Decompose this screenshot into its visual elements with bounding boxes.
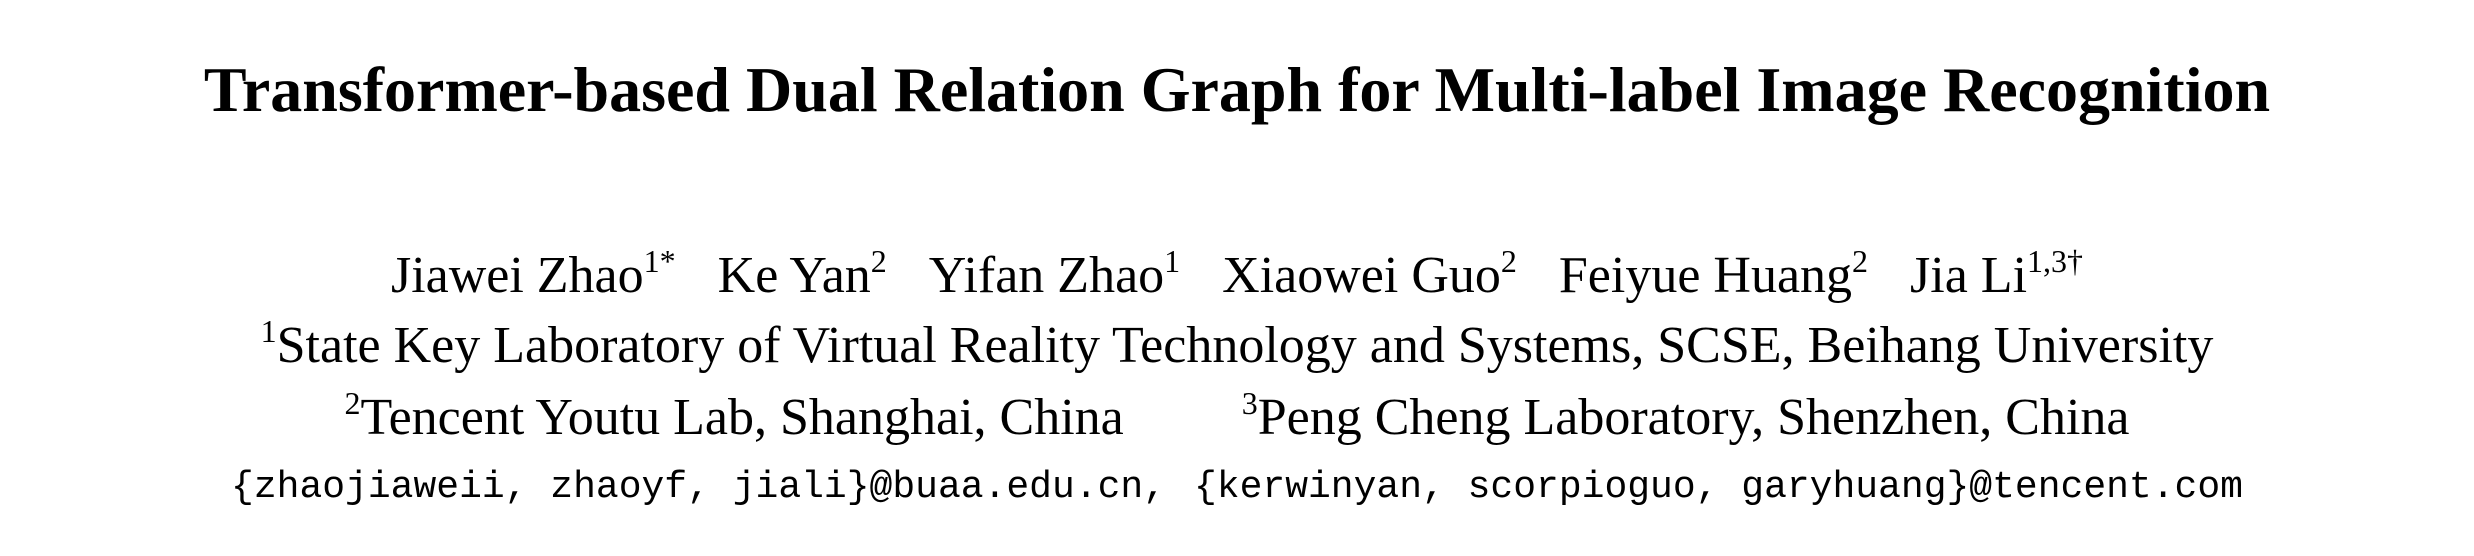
author-name: Xiaowei Guo xyxy=(1222,247,1501,304)
author-jia-li xyxy=(1910,243,2083,309)
author-list xyxy=(0,243,2474,309)
author-jiawei-zhao xyxy=(391,243,676,309)
author-affiliation-mark: 2 xyxy=(1500,243,1517,279)
affiliation-text: Tencent Youtu Lab, Shanghai, China xyxy=(360,389,1124,446)
author-feiyue-huang xyxy=(1559,243,1868,309)
author-affiliation-mark: 1 xyxy=(1164,243,1181,279)
author-name: Jia Li xyxy=(1910,247,2028,304)
affiliation-row-2 xyxy=(0,385,2474,451)
author-affiliation-mark: 2 xyxy=(1852,243,1869,279)
affiliation-1 xyxy=(0,313,2474,379)
paper-title: Transformer-based Dual Relation Graph for Multi-label Image Recognition xyxy=(203,54,2271,125)
author-yifan-zhao xyxy=(929,243,1180,309)
author-name: Jiawei Zhao xyxy=(390,247,644,304)
email-tencent: {kerwinyan, scorpioguo, garyhuang}@tencent.com xyxy=(1193,466,2243,509)
author-xiaowei-guo xyxy=(1222,243,1517,309)
affiliation-mark: 2 xyxy=(344,385,361,421)
author-affiliation-mark: 1* xyxy=(643,243,676,279)
affiliation-text: State Key Laboratory of Virtual Reality Technology and Systems, SCSE, Beihang University xyxy=(276,317,2214,374)
author-name: Yifan Zhao xyxy=(928,247,1165,304)
author-affiliation-mark: 1,3† xyxy=(2027,243,2084,279)
affiliation-3 xyxy=(1241,385,2130,446)
affiliation-mark: 1 xyxy=(260,313,277,349)
email-buaa: {zhaojiaweii, zhaoyf, jiali}@buaa.edu.cn, xyxy=(231,466,1166,509)
author-name: Feiyue Huang xyxy=(1558,247,1853,304)
affiliation-2 xyxy=(344,385,1124,446)
author-ke-yan xyxy=(718,243,887,309)
affiliation-mark: 3 xyxy=(1241,385,1258,421)
author-affiliation-mark: 2 xyxy=(870,243,887,279)
author-name: Ke Yan xyxy=(717,247,871,304)
author-emails xyxy=(0,460,2474,516)
affiliation-text: Peng Cheng Laboratory, Shenzhen, China xyxy=(1257,389,2130,446)
